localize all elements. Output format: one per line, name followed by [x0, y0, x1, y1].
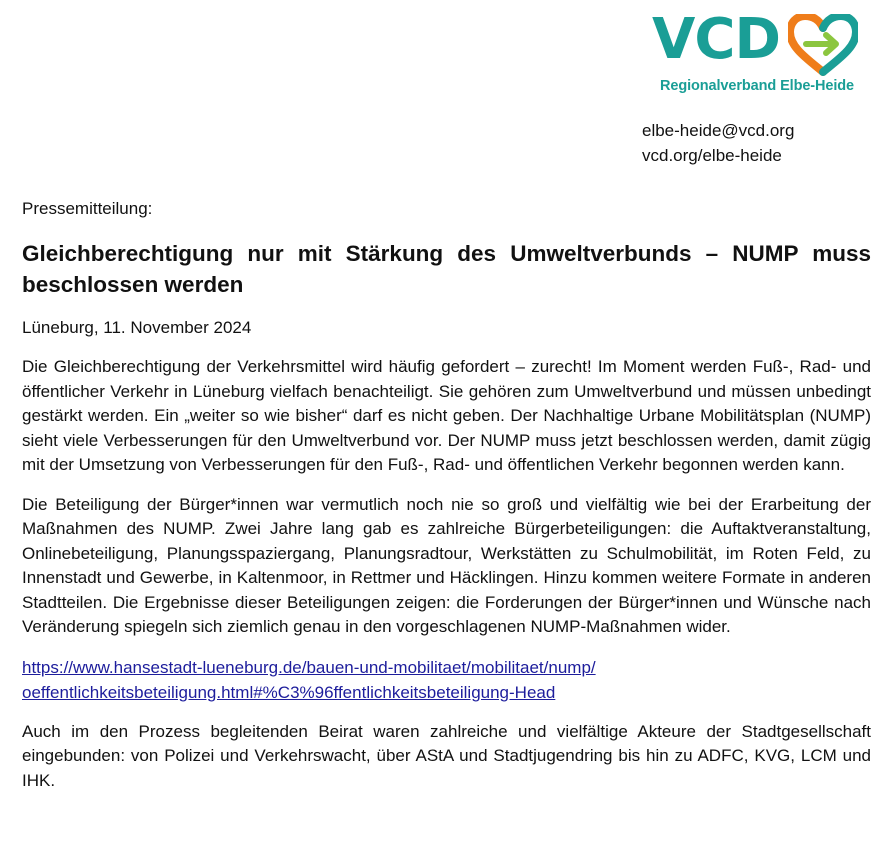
source-link: [22, 655, 871, 705]
contact-website: vcd.org/elbe-heide: [642, 146, 782, 165]
contact-block: [642, 118, 794, 168]
logo-subtitle: Regionalverband Elbe-Heide: [660, 78, 854, 94]
contact-email: elbe-heide@vcd.org: [642, 121, 795, 140]
paragraph-2: Die Beteiligung der Bürger*innen war vermutlich noch nie so groß und vielfältig wie bei der Erarbeitung der Maßnahmen des NUMP. Zwei Jahre lang gab es zahlreiche Bürgerbeteiligungen: die Auftaktveranstaltung, Onlinebeteiligung, Planungsspaziergang, Planungsradtour, Werkstätten zu Schulmobilität, im Roten Feld, zu Innenstadt und Gewerbe, in Kaltenmoor, in Rettmer und Häcklingen. Hinzu kommen weitere Formate in anderen Stadtteilen. Die Ergebnisse dieser Beteiligungen zeigen: die Forderungen der Bürger*innen und Wünsche nach Veränderung spiegeln sich ziemlich genau in den vorgeschlagenen NUMP-Maßnahmen wider.: [22, 494, 871, 636]
press-release: [22, 196, 871, 808]
paragraph-3: Auch im den Prozess begleitenden Beirat waren zahlreiche und vielfältige Akteure der Stadtgesellschaft eingebunden: von Polizei und Verkehrswacht, über AStA und Stadtjugendring bis hin zu ADFC, KVG, LCM und IHK.: [22, 721, 871, 790]
document-kicker: Pressemitteilung:: [22, 199, 153, 218]
dateline: Lüneburg, 11. November 2024: [22, 318, 252, 337]
logo-wordmark: VCD: [652, 7, 780, 72]
paragraph-1: Die Gleichberechtigung der Verkehrsmittel wird häufig gefordert – zurecht! Im Moment werden Fuß-, Rad- und öffentlicher Verkehr in Lüneburg vielfach benachteiligt. Sie gehören zum Umweltverbund und müssen unbedingt gestärkt werden. Ein „weiter so wie bisher“ darf es nicht geben. Der Nachhaltige Urbane Mobilitätsplan (NUMP) sieht viele Verbesserungen für den Umweltverbund vor. Der NUMP muss jetzt beschlossen werden, damit zügig mit der Umsetzung von Verbesserungen für den Fuß-, Rad- und öffentlichen Verkehr begonnen werden kann.: [22, 357, 871, 474]
source-link-line-1[interactable]: https://www.hansestadt-lueneburg.de/bauen-und-mobilitaet/mobilitaet/nump/: [22, 657, 596, 677]
heart-arrow-icon: [788, 14, 858, 76]
source-link-line-2[interactable]: oeffentlichkeitsbeteiligung.html#%C3%96ffentlichkeitsbeteiligung-Head: [22, 682, 556, 702]
vcd-logo: [652, 7, 862, 96]
page-title: Gleichberechtigung nur mit Stärkung des Umweltverbunds – NUMP muss beschlossen werden: [22, 241, 871, 297]
